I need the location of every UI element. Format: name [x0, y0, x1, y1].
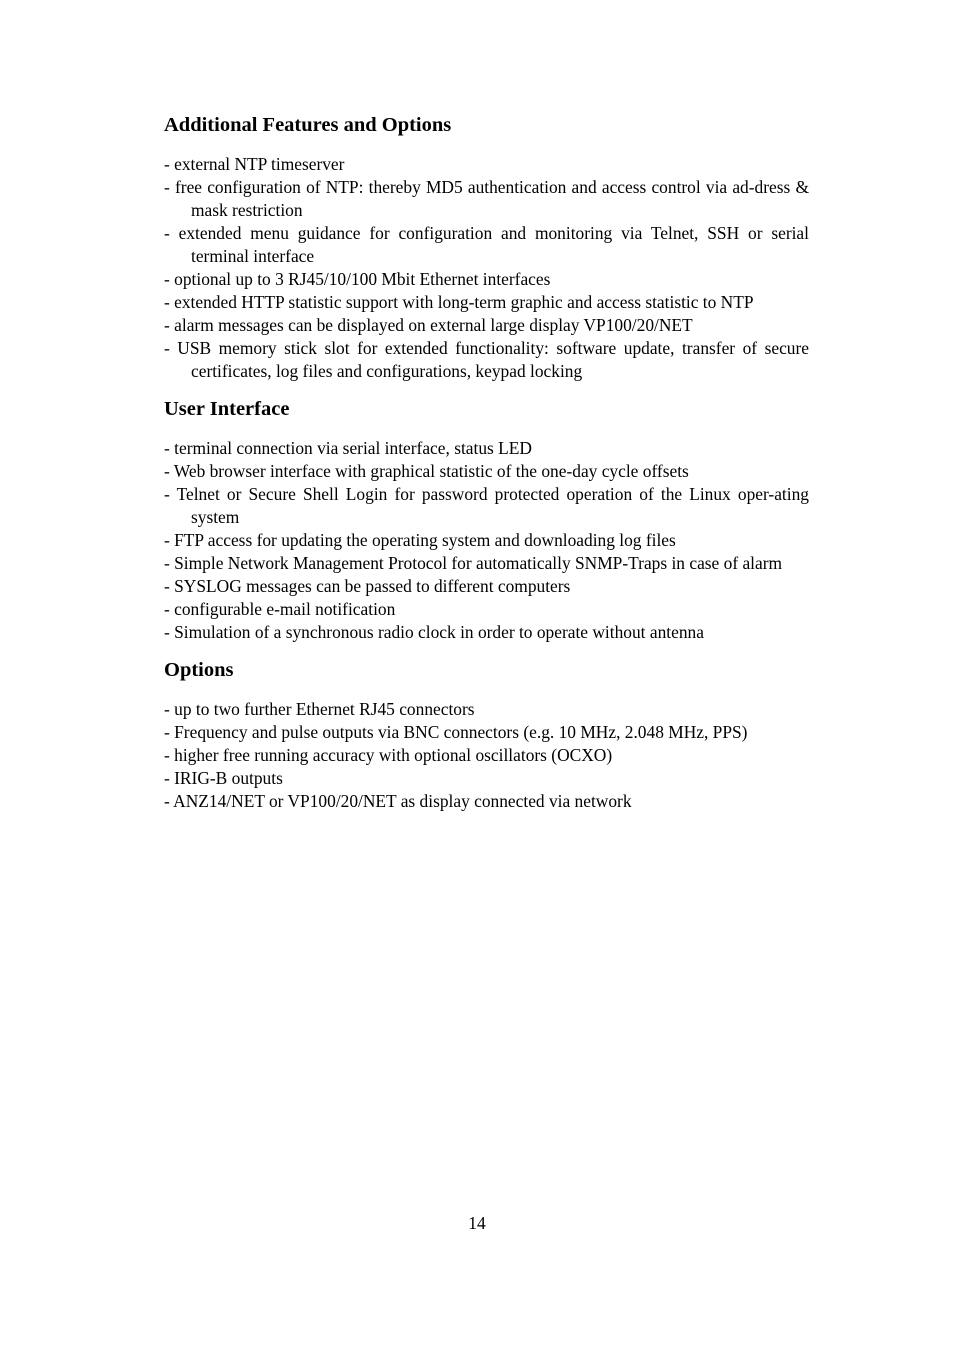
feature-list: [164, 437, 809, 644]
list-item: - extended menu guidance for configuration and monitoring via Telnet, SSH or serial terminal interface: [164, 223, 809, 266]
list-item: - up to two further Ethernet RJ45 connectors: [164, 699, 475, 719]
section-title: Options: [164, 659, 234, 681]
section-additional-features: [164, 112, 809, 383]
list-item: - configurable e-mail notification: [164, 599, 396, 619]
list-item: - IRIG-B outputs: [164, 768, 283, 788]
list-item: - Frequency and pulse outputs via BNC connectors (e.g. 10 MHz, 2.048 MHz, PPS): [164, 722, 748, 742]
list-item: - Web browser interface with graphical statistic of the one-day cycle offsets: [164, 461, 689, 481]
list-item: - Simple Network Management Protocol for automatically SNMP-Traps in case of alarm: [164, 553, 783, 573]
page-number: 14: [468, 1213, 486, 1233]
feature-list: [164, 153, 809, 383]
section-user-interface: [164, 396, 809, 644]
section-title: User Interface: [164, 398, 290, 420]
list-item: - higher free running accuracy with optional oscillators (OCXO): [164, 745, 613, 765]
section-options: [164, 657, 809, 813]
list-item: - ANZ14/NET or VP100/20/NET as display connected via network: [164, 791, 632, 811]
list-item: - SYSLOG messages can be passed to different computers: [164, 576, 571, 596]
list-item: - USB memory stick slot for extended functionality: software update, transfer of secure certificates, log files and configurations, keypad locking: [164, 338, 809, 381]
list-item: - optional up to 3 RJ45/10/100 Mbit Ethernet interfaces: [164, 269, 551, 289]
list-item: - extended HTTP statistic support with long-term graphic and access statistic to NTP: [164, 292, 754, 312]
list-item: - free configuration of NTP: thereby MD5 authentication and access control via ad-dress & mask restriction: [164, 177, 809, 220]
list-item: - terminal connection via serial interface, status LED: [164, 438, 532, 458]
list-item: - external NTP timeserver: [164, 154, 345, 174]
list-item: - FTP access for updating the operating system and downloading log files: [164, 530, 676, 550]
list-item: - Telnet or Secure Shell Login for password protected operation of the Linux oper-ating system: [164, 484, 809, 527]
feature-list: [164, 698, 809, 813]
section-title: Additional Features and Options: [164, 114, 452, 136]
document-page: [164, 112, 809, 826]
list-item: - alarm messages can be displayed on external large display VP100/20/NET: [164, 315, 693, 335]
list-item: - Simulation of a synchronous radio clock in order to operate without antenna: [164, 622, 704, 642]
